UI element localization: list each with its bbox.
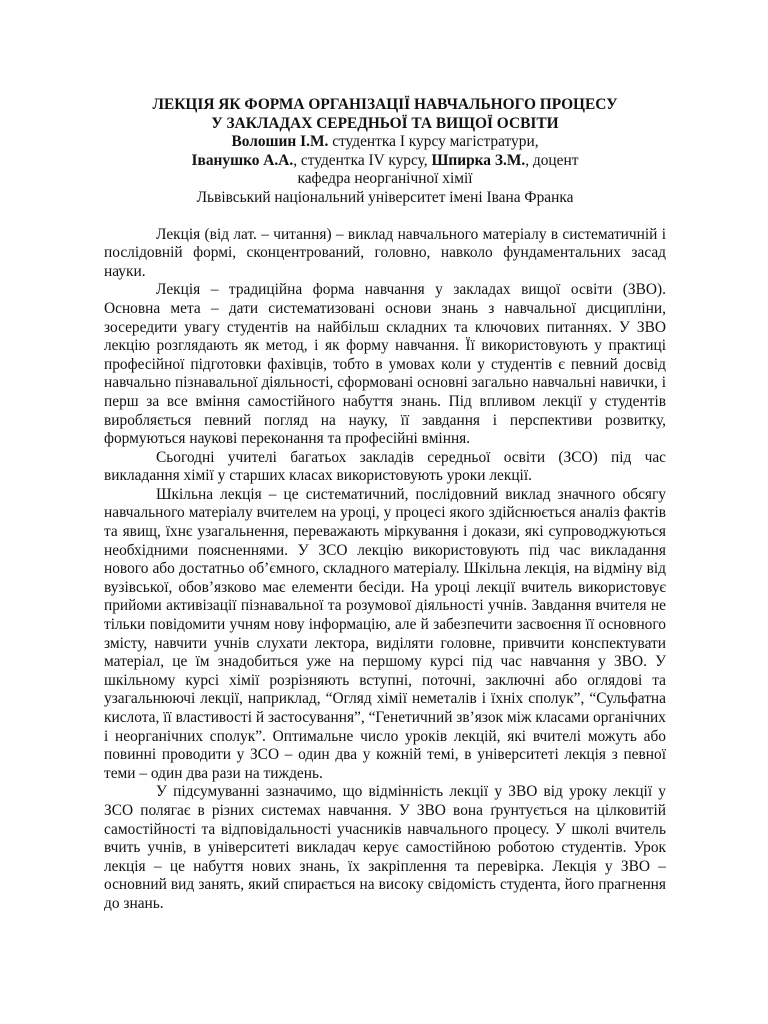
paragraph-2: Лекція – традиційна форма навчання у закладах вищої освіти (ЗВО). Основна мета – дати систематизовані основи знань з навчальної дисципліни, зосередити увагу студентів на найбільш складних та ключових питаннях. У ЗВО лекцію розглядають як метод, і як форму навчання. Її використовують у практиці професійної підготовки фахівців, тобто в умовах коли у студентів є певний досвід навчально пізнавальної діяльності, сформовані основні загально навчальні навички, і перш за все вміння самостійного набуття знань. Під впливом лекції у студентів виробляється певний погляд на науку, її завдання і перспективи розвитку, формуються наукові переконання та професійні вміння. (104, 281, 666, 448)
title-line-2: У ЗАКЛАДАХ СЕРЕДНЬОЇ ТА ВИЩОЇ ОСВІТИ (211, 114, 559, 132)
author-1-role: студентка І курсу магістратури, (328, 133, 539, 151)
author-1-name: Волошин І.М. (231, 133, 329, 151)
paragraph-1: Лекція (від лат. – читання) – виклад навчального матеріалу в систематичній і послідовній формі, сконцентрований, головно, навколо фундаментальних засад науки. (104, 225, 666, 280)
document-page (104, 96, 666, 914)
author-3-role: , доцент (525, 151, 579, 169)
paragraph-5: У підсумуванні зазначимо, що відмінність лекції у ЗВО від уроку лекції у ЗСО полягає в різних системах навчання. У ЗВО вона ґрунтується на цілковитій самостійності та відповідальності учасників навчального процесу. У школі вчитель вчить учнів, в університеті викладач керує самостійною роботою студентів. Урок лекція – це набуття нових знань, їх закріплення та перевірка. Лекція у ЗВО – основний вид занять, який спирається на високу свідомість студента, його прагнення до знань. (104, 783, 666, 912)
department: кафедра неорганічної хімії (297, 170, 473, 188)
author-2-name: Іванушко А.А. (191, 151, 294, 169)
author-2-role: , студентка ІV курсу, (293, 151, 432, 169)
document-body (104, 226, 666, 914)
author-3-name: Шпирка З.М. (431, 151, 526, 169)
author-line-2 (104, 152, 666, 171)
title-line-1: ЛЕКЦІЯ ЯК ФОРМА ОРГАНІЗАЦІЇ НАВЧАЛЬНОГО ПРОЦЕСУ (152, 96, 618, 113)
paragraph-4: Шкільна лекція – це систематичний, послідовний виклад значного обсягу навчального матеріалу вчителем на уроці, у процесі якого здійснюється аналіз фактів та явищ, їхнє узагальнення, переважають міркування і докази, які супроводжуються необхідними поясненнями. У ЗСО лекцію використовують під час викладання нового або достатньо об’ємного, складного матеріалу. Шкільна лекція, на відміну від вузівської, обов’язково має елементи бесіди. На уроці лекції вчитель використовує прийоми активізації пізнавальної та розумової діяльності учнів. Завдання вчителя не тільки повідомити учням нову інформацію, але й забезпечити засвоєння її основного змісту, навчити учнів слухати лектора, виділяти головне, привчити конспектувати матеріал, це їм знадобиться уже на першому курсі під час навчання у ЗВО. У шкільному курсі хімії розрізняють вступні, поточні, заключні або оглядові та узагальнюючі лекції, наприклад, “Огляд хімії неметалів і їхніх сполук”, “Сульфатна кислота, її властивості й застосування”, “Генетичний зв’язок між класами органічних і неорганічних сполук”. Оптимальне число уроків лекцій, які вчителі можуть або повинні проводити у ЗСО – один два у кожній темі, в університеті лекція з певної теми – один два рази на тиждень. (104, 485, 666, 782)
document-header (104, 96, 666, 208)
university: Львівський національний університет імені Івана Франка (196, 188, 574, 206)
author-line-1 (104, 133, 666, 152)
paragraph-3: Сьогодні учителі багатьох закладів середньої освіти (ЗСО) під час викладання хімії у старших класах використовують уроки лекції. (104, 448, 666, 485)
